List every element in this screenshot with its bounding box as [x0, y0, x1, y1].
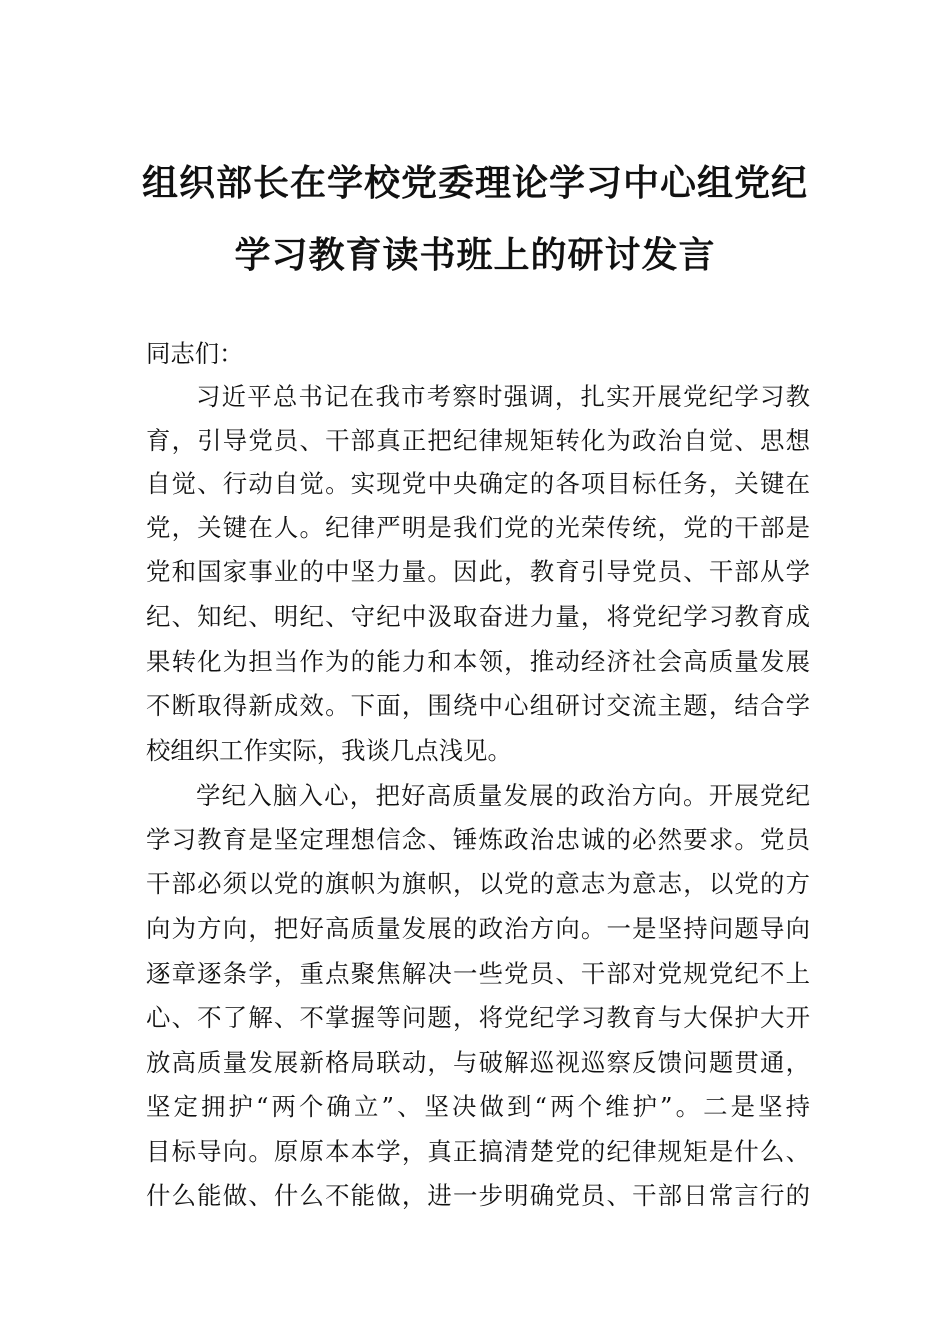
paragraph-1-line-6: 纪、知纪、明纪、守纪中汲取奋进力量，将党纪学习教育成: [146, 602, 810, 631]
paragraph-1-line-3: 自觉、行动自觉。实现党中央确定的各项目标任务，关键在: [146, 469, 810, 498]
paragraph-1-line-8: 不断取得新成效。下面，围绕中心组研讨交流主题，结合学: [146, 691, 810, 720]
paragraph-1-line-4: 党，关键在人。纪律严明是我们党的光荣传统，党的干部是: [146, 513, 810, 542]
paragraph-2-line-2: 学习教育是坚定理想信念、锤炼政治忠诚的必然要求。党员: [146, 825, 810, 854]
paragraph-2-line-10: 什么能做、什么不能做，进一步明确党员、干部日常言行的: [146, 1181, 810, 1210]
document-title-line-2: 学习教育读书班上的研讨发言: [234, 235, 716, 276]
paragraph-2-line-1: 学纪入脑入心，把好高质量发展的政治方向。开展党纪: [196, 781, 810, 810]
document-title-line-1: 组织部长在学校党委理论学习中心组党纪: [141, 163, 808, 204]
paragraph-2-line-5: 逐章逐条学，重点聚焦解决一些党员、干部对党规党纪不上: [146, 959, 810, 988]
paragraph-2-line-7: 放高质量发展新格局联动，与破解巡视巡察反馈问题贯通，: [146, 1048, 810, 1077]
paragraph-1-line-1: 习近平总书记在我市考察时强调，扎实开展党纪学习教: [196, 382, 810, 411]
paragraph-2-line-3: 干部必须以党的旗帜为旗帜，以党的意志为意志，以党的方: [146, 869, 810, 898]
paragraph-2-line-9: 目标导向。原原本本学，真正搞清楚党的纪律规矩是什么、: [146, 1137, 810, 1166]
paragraph-2-line-8: 坚定拥护“两个确立”、坚决做到“两个维护”。二是坚持: [146, 1092, 810, 1121]
paragraph-1-line-5: 党和国家事业的中坚力量。因此，教育引导党员、干部从学: [146, 557, 810, 586]
paragraph-2-line-4: 向为方向，把好高质量发展的政治方向。一是坚持问题导向: [146, 914, 810, 943]
paragraph-1-line-7: 果转化为担当作为的能力和本领，推动经济社会高质量发展: [146, 647, 810, 676]
paragraph-2-line-6: 心、不了解、不掌握等问题，将党纪学习教育与大保护大开: [146, 1003, 810, 1032]
paragraph-1-line-9: 校组织工作实际，我谈几点浅见。: [146, 736, 512, 765]
salutation: 同志们：: [146, 339, 244, 368]
paragraph-1-line-2: 育，引导党员、干部真正把纪律规矩转化为政治自觉、思想: [146, 426, 810, 455]
